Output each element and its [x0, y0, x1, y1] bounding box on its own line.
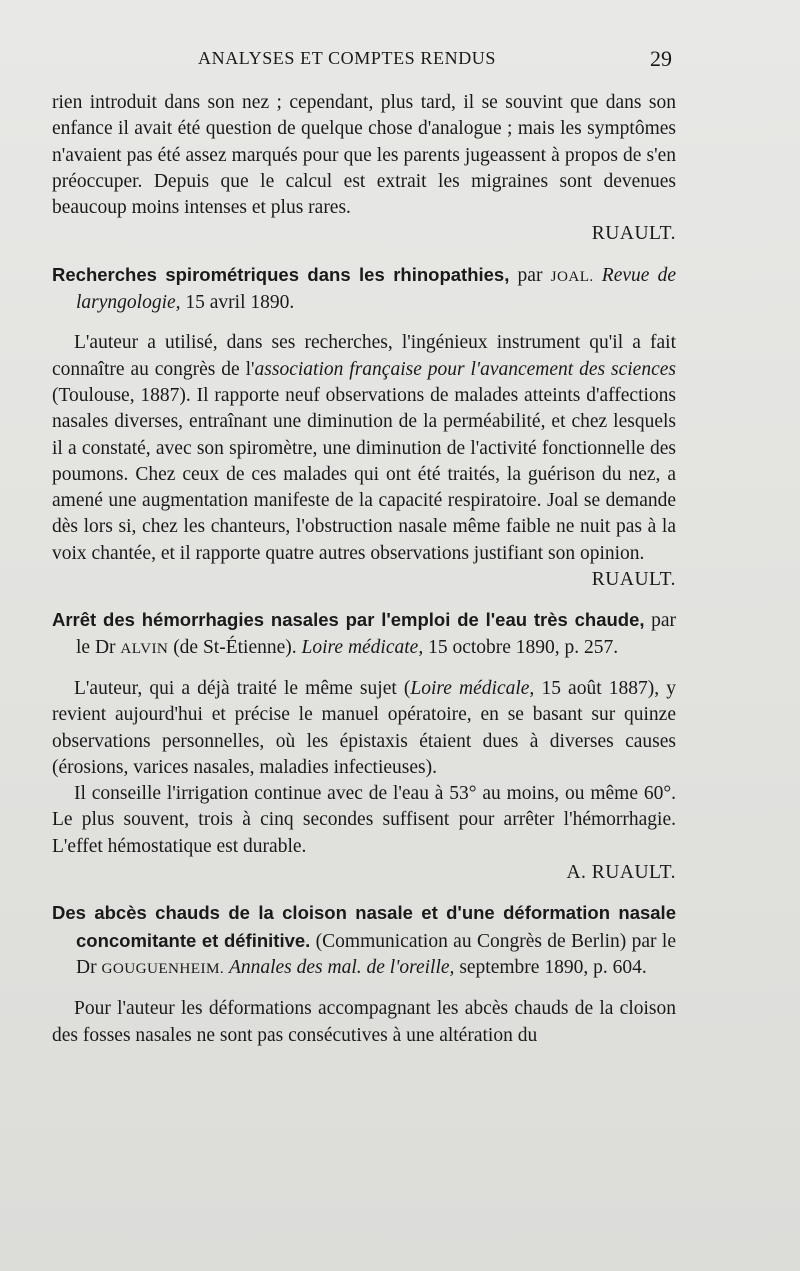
article-paragraph: Il conseille l'irrigation continue avec de l'eau à 53° au moins, ou même 60°. Le plus souvent, trois à cinq secondes suffisent pour arrêter l'hémorrhagie. L'effet hémostatique est durable. [52, 783, 676, 857]
publication-date: septembre 1890, p. 604. [459, 956, 647, 978]
article-title: Recherches spirométriques dans les rhinopathies, [52, 263, 510, 285]
publication-date: 15 avril 1890. [185, 292, 295, 314]
journal-name: Annales des mal. de l'oreille, [228, 956, 455, 978]
page-header [0, 48, 800, 78]
author-prefix: par le Dr [76, 610, 676, 658]
page-number: 29 [650, 46, 672, 71]
signature: A. RUAULT. [566, 862, 676, 884]
journal-name: Loire médicate, [301, 636, 424, 658]
page-body [52, 90, 676, 1049]
signature: RUAULT. [591, 569, 676, 591]
article-paragraph: L'auteur, qui a déjà traité le même sujet (Loire médicale, 15 août 1887), y revient aujourd'hui et précise le manuel opératoire, en se basant sur quinze observations personnelles, où les épistaxis étaient dues à diverses causes (érosions, varices nasales, maladies infectieuses). [52, 677, 677, 778]
article-heading [52, 262, 676, 317]
author-name: GOUGUENHEIM. [101, 959, 225, 977]
author-name: ALVIN [120, 639, 169, 657]
running-title: ANALYSES ET COMPTES RENDUS [198, 48, 497, 68]
article-heading [52, 900, 676, 982]
author-prefix: par [517, 264, 543, 286]
article-title: Arrêt des hémorrhagies nasales par l'emploi de l'eau très chaude, [52, 609, 645, 631]
publication-date: 15 octobre 1890, p. 257. [428, 636, 619, 658]
article-heading [52, 607, 676, 662]
signature: RUAULT. [591, 223, 676, 245]
author-affiliation: (de St-Étienne). [173, 636, 297, 658]
article-paragraph: Pour l'auteur les déformations accompagnant les abcès chauds de la cloison des fosses nasales ne sont pas consécutives à une altération du [52, 998, 676, 1046]
journal-name: Revue de laryngologie, [76, 264, 677, 314]
article-title: Des abcès chauds de la cloison nasale et d'une déformation nasale concomitante et définitive. [52, 902, 676, 951]
continuation-paragraph: rien introduit dans son nez ; cependant, plus tard, il se souvint que dans son enfance il avait été question de quelque chose d'analogue ; mais les symptômes n'avaient pas été assez marqués pour que les parents jugeassent à propos de s'en préoccuper. Depuis que le calcul est extrait les migraines sont devenues beaucoup moins intenses et plus rares. [52, 92, 676, 219]
author-name: JOAL. [550, 267, 594, 285]
article-paragraph: L'auteur a utilisé, dans ses recherches, l'ingénieux instrument qu'il a fait connaître au congrès de l'association française pour l'avancement des sciences (Toulouse, 1887). Il rapporte neuf observations de malades atteints d'affections nasales diverses, entraînant une diminution de la perméabilité, et chez lesquels il a constaté, avec son spiromètre, une diminution de l'activité fonctionnelle des poumons. Chez ceux de ces malades qui ont été traités, la guérison du nez, a amené une augmentation manifeste de la capacité respiratoire. Joal se demande dès lors si, chez les chanteurs, l'obstruction nasale même faible ne nuit pas à la voix chantée, et il rapporte quatre autres observations justifiant son opinion. [52, 332, 676, 564]
article-details: (Communication au Congrès de Berlin) par le Dr [76, 930, 676, 978]
